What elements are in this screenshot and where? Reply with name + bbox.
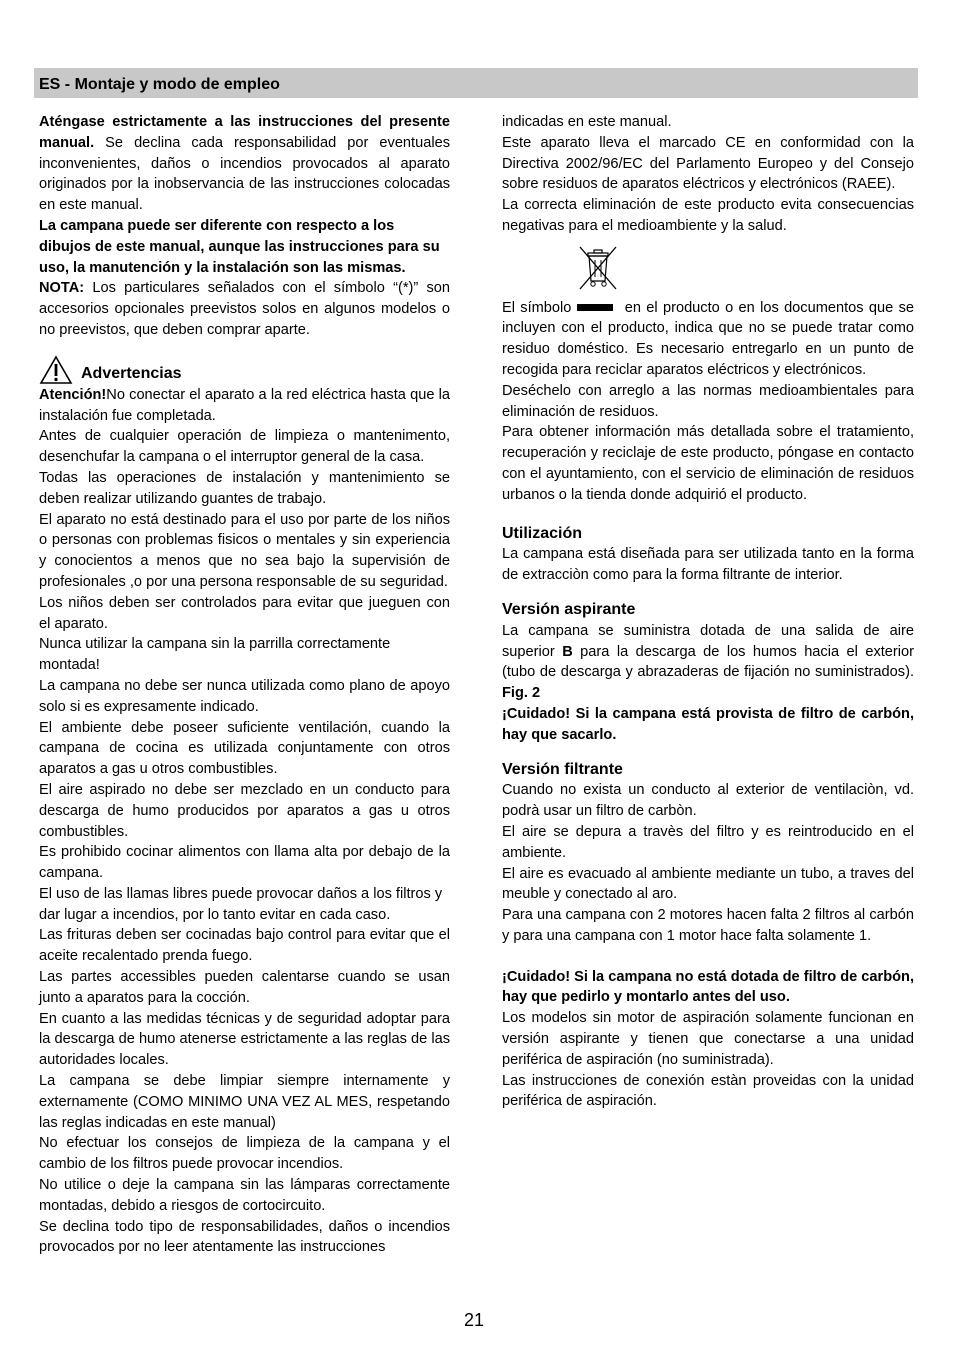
paragraph: El aire se depura a travès del filtro y es reintroducido en el ambiente. [502,823,914,861]
paragraph: El aire es evacuado al ambiente mediante un tubo, a traves del meuble y conectado al aro. [502,865,914,903]
campana-note: La campana puede ser diferente con respecto a los dibujos de este manual, aunque las instrucciones para su uso, la manutención y la instalación son las mismas. [39,217,440,276]
warning-paragraph: El uso de las llamas libres puede provocar daños a los filtros y dar lugar a incendios, por lo tanto evitar en cada caso. [39,885,443,923]
filtrante-heading: Versión filtrante [502,760,623,778]
utilizacion-text: La campana está diseñada para ser utilizada tanto en la forma de extracciòn como para la forma filtrante de interior. [502,546,914,584]
crossed-bin-icon [574,245,622,291]
aspirante-heading: Versión aspirante [502,600,636,618]
atencion-label: Atención! [39,386,107,403]
left-column [39,112,450,1258]
weee-symbol-block [502,245,914,298]
simbolo-post: en el producto o en los documentos que se incluyen con el producto, indica que no se puede tratar como residuo doméstico. Es necesario entregarlo en un punto de recogida para reciclar aparatos eléctricos y electrónicos. [502,299,914,378]
intro-text: Se declina cada responsabilidad por eventuales inconvenientes, daños o incendios provocados al aparato originados por la inobservancia de las instrucciones colocadas en este manual. [39,134,450,214]
atencion-paragraph [39,385,450,427]
page-number: 21 [464,1310,485,1330]
nota-label: NOTA: [39,280,85,297]
aspirante-mid: para la descarga de los humos hacia el exterior (tubo de descarga y abrazaderas de fijación no suministrados). [502,643,915,681]
section-title: ES - Montaje y modo de empleo [39,76,280,93]
paragraph: Para obtener información más detallada sobre el tratamiento, recuperación y reciclaje de este producto, póngase en contacto con el ayuntamiento, con el servicio de eliminación de residuos urbanos o la tienda donde adquirió el producto. [502,424,914,503]
filtrante-warning: ¡Cuidado! Si la campana no está dotada de filtro de carbón, hay que pedirlo y montarlo antes del uso. [502,968,914,1006]
nota-paragraph [39,278,450,340]
aspirante-pre: La campana se suministra dotada de una salida de aire superior [502,622,914,660]
warning-paragraph: La campana se debe limpiar siempre internamente y externamente (COMO MINIMO UNA VEZ AL MES, respetando las reglas indicadas en este manual) [39,1073,450,1131]
paragraph: Para una campana con 2 motores hacen falta 2 filtros al carbón y para una campana con 1 motor hace falta solamente 1. [502,907,914,944]
paragraph: Este aparato lleva el marcado CE en conformidad con la Directiva 2002/96/EC del Parlamento Europeo y del Consejo sobre residuos de aparatos eléctricos y electrónicos (RAEE). [502,134,914,193]
warning-paragraph: El aparato no está destinado para el uso por parte de los niños o personas con problemas fisicos o mentales y sin experiencia y conocientos a menos que no sea bajo la supervisión de profesionales ,o por una persona responsable de su seguridad. [39,511,450,590]
warning-paragraph: Nunca utilizar la campana sin la parrilla correctamente montada! [39,636,391,674]
warning-paragraph: No utilice o deje la campana sin las lámparas correctamente montadas, debido a riesgos de cortocircuito. [39,1177,450,1214]
intro-paragraph [39,112,450,216]
warning-triangle-icon [39,355,73,385]
warning-paragraph: Es prohibido cocinar alimentos con llama alta por debajo de la campana. [39,844,450,882]
warning-paragraph: Las partes accessibles pueden calentarse cuando se usan junto a aparatos para la cocción. [39,969,450,1006]
warning-paragraph: El aire aspirado no debe ser mezclado en un conducto para descarga de humo producidos por aparatos a gas u otros combustibles. [39,781,450,840]
section-header-bar [34,68,918,98]
aspirante-warning: ¡Cuidado! Si la campana está provista de filtro de carbón, hay que sacarlo. [502,705,914,743]
advertencias-heading: Advertencias [81,364,182,382]
paragraph: Los modelos sin motor de aspiración solamente funcionan en versión aspirante y tienen que conectarse a una unidad periférica de aspiración (no suministrada). [502,1010,914,1068]
aspirante-paragraph [502,621,914,704]
utilizacion-heading: Utilización [502,524,583,542]
atencion-text: No conectar el aparato a la red eléctrica hasta que la instalación fue completada. [39,386,450,424]
paragraph: Las instrucciones de conexión estàn proveidas con la unidad periférica de aspiración. [502,1072,914,1110]
paragraph: Deséchelo con arreglo a las normas medioambientales para eliminación de residuos. [502,382,914,420]
simbolo-paragraph [502,298,914,381]
warning-paragraph: Los niños deben ser controlados para evitar que jueguen con el aparato. [39,594,450,632]
warning-paragraph: Se declina todo tipo de responsabilidades, daños o incendios provocados por no leer atentamente las instrucciones [39,1218,450,1256]
paragraph: La correcta eliminación de este producto evita consecuencias negativas para el medioambiente y la salud. [502,197,914,234]
warning-paragraph: En cuanto a las medidas técnicas y de seguridad adoptar para la descarga de humo atenerse estrictamente a las reglas de las autoridades locales. [39,1010,450,1069]
warning-paragraph: No efectuar los consejos de limpieza de la campana y el cambio de los filtros puede provocar incendios. [39,1135,450,1173]
simbolo-pre: El símbolo [502,299,572,316]
warning-paragraph: Todas las operaciones de instalación y mantenimiento se deben realizar utilizando guantes de trabajo. [39,469,450,507]
aspirante-b: B [562,643,573,660]
warning-paragraph: El ambiente debe poseer suficiente ventilación, cuando la campana de cocina es utilizada conjuntamente con otros aparatos a gas u otros combustibles. [39,719,450,778]
aspirante-fig: Fig. 2 [502,685,541,702]
advertencias-heading-row [39,355,450,385]
intro-bold: Aténgase estrictamente a las instrucciones del presente manual. [39,114,450,151]
paragraph: indicadas en este manual. [502,114,672,130]
right-column [502,112,914,1112]
paragraph: Cuando no exista un conducto al exterior de ventilaciòn, vd. podrà usar un filtro de carbòn. [502,782,914,820]
warning-paragraph: Las frituras deben ser cocinadas bajo control para evitar que el aceite recalentado prenda fuego. [39,927,450,965]
black-bar-icon [577,304,613,311]
nota-text: Los particulares señalados con el símbolo “(*)” son accesorios opcionales preevistos solos en algunos modelos o no preevistos, que deben comprar aparte. [39,280,450,338]
warning-paragraph: La campana no debe ser nunca utilizada como plano de apoyo solo si es expresamente indicado. [39,677,450,715]
warning-paragraph: Antes de cualquier operación de limpieza o mantenimento, desenchufar la campana o el interruptor general de la casa. [39,428,450,466]
